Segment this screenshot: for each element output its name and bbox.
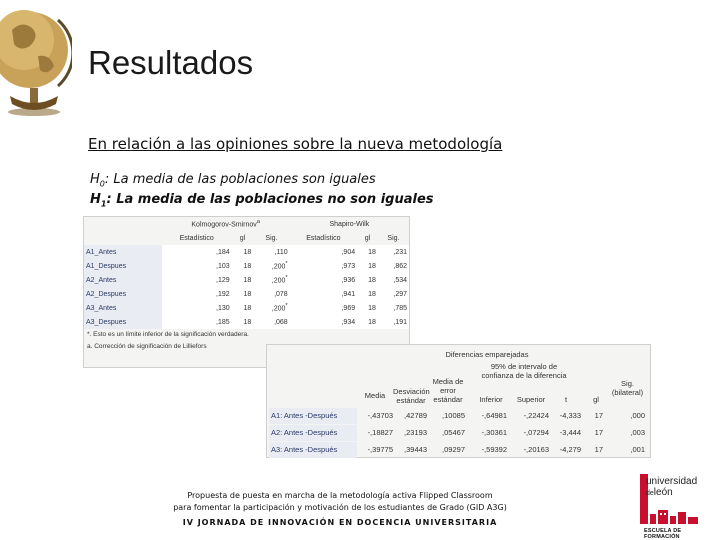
table-cell: ,200* (253, 259, 289, 273)
logo-name (646, 476, 697, 499)
table-row (84, 273, 409, 287)
table-cell: 18 (232, 315, 254, 329)
column-header: Inferior (479, 395, 503, 404)
table-cell: ,09297 (442, 445, 465, 454)
university-logo (640, 474, 718, 538)
table-cell: ,05467 (442, 428, 465, 437)
table-cell: 18 (357, 301, 378, 315)
table-row (84, 301, 409, 315)
column-header: Estadístico (306, 234, 341, 242)
table-cell: 18 (232, 259, 254, 273)
row-label: A1_Antes (84, 245, 162, 259)
h0-text: : La media de las poblaciones son iguales (104, 172, 376, 187)
table-cell: ,39443 (404, 445, 427, 454)
table-cell: 18 (232, 245, 254, 259)
table-cell: ,200* (253, 273, 289, 287)
logo-faculty: ESCUELA DE FORMACIÓN (644, 528, 682, 540)
table-cell: ,231 (378, 245, 409, 259)
row-label: A3_Despues (84, 315, 162, 329)
table-cell: 18 (357, 315, 378, 329)
table-row (84, 245, 409, 259)
table-cell: -,59392 (481, 445, 507, 454)
footer-line-2: para fomentar la participación y motivación de los estudiantes de Grado (GID A3G) (173, 503, 507, 512)
table-cell: -4,279 (559, 445, 581, 454)
table-cell: 18 (357, 245, 378, 259)
table-cell: ,001 (630, 445, 645, 454)
table-cell: ,904 (290, 245, 357, 259)
h1-text: : La media de las poblaciones no son iguales (106, 192, 434, 207)
table-cell: ,10085 (442, 411, 465, 420)
table-cell: 17 (594, 445, 603, 454)
column-header: Sig. (387, 234, 400, 242)
column-header: Sig. (265, 234, 278, 242)
h0-subscript: 0 (99, 179, 105, 189)
logo-name-line-2: deleón (646, 487, 673, 498)
row-label: A3_Antes (84, 301, 162, 315)
table-cell: 18 (232, 273, 254, 287)
column-header: gl (364, 234, 371, 242)
table-cell: 18 (357, 287, 378, 301)
table-cell: 17 (594, 411, 603, 420)
h1-symbol: H (90, 192, 101, 207)
table-row (267, 425, 650, 441)
table-cell: ,078 (253, 287, 289, 301)
table-cell: 18 (357, 273, 378, 287)
footer-caption (150, 490, 530, 514)
table-row (267, 408, 650, 424)
globe-decoration-icon (0, 0, 72, 118)
table-cell: ,534 (378, 273, 409, 287)
table-cell: ,184 (162, 245, 232, 259)
table-cell: -,18827 (367, 428, 393, 437)
confidence-interval-header: 95% de intervalo de confianza de la diferencia (481, 362, 567, 380)
table-cell: ,129 (162, 273, 232, 287)
table-cell: ,200* (253, 301, 289, 315)
table-cell: ,936 (290, 273, 357, 287)
table-cell: 17 (594, 428, 603, 437)
table-cell: ,785 (378, 301, 409, 315)
table-cell: ,862 (378, 259, 409, 273)
shapiro-wilk-header: Shapiro-Wilk (329, 220, 370, 228)
table-cell: ,068 (253, 315, 289, 329)
table-cell: ,000 (630, 411, 645, 420)
column-header: gl (593, 395, 599, 404)
table-cell: 18 (232, 301, 254, 315)
table-cell: ,192 (162, 287, 232, 301)
table-cell: ,42789 (404, 411, 427, 420)
table-cell: -,20163 (523, 445, 549, 454)
table-cell: ,003 (630, 428, 645, 437)
paired-samples-table (266, 344, 651, 458)
table-row (267, 442, 650, 458)
row-label: A2_Antes (84, 273, 162, 287)
table-row (84, 315, 409, 329)
table-cell: ,185 (162, 315, 232, 329)
table-corner (84, 217, 162, 231)
h1-subscript: 1 (100, 199, 107, 209)
paired-differences-header: Diferencias emparejadas (445, 350, 529, 359)
row-label: A2: Antes -Después (269, 425, 357, 441)
footer-line-1: Propuesta de puesta en marcha de la metodología activa Flipped Classroom (187, 491, 493, 500)
table-cell: ,973 (290, 259, 357, 273)
table-cell: -,43703 (367, 411, 393, 420)
row-label: A2_Despues (84, 287, 162, 301)
column-header: Superior (516, 395, 546, 404)
table-cell: ,969 (290, 301, 357, 315)
footer-event-name: IV JORNADA DE INNOVACIÓN EN DOCENCIA UNIVERSITARIA (182, 518, 498, 527)
row-label: A3: Antes -Después (269, 442, 357, 458)
table-cell: -,07294 (523, 428, 549, 437)
table-cell: -,64981 (481, 411, 507, 420)
table-row (84, 287, 409, 301)
slide-title: Resultados (88, 44, 254, 81)
column-header: Desviación estándar (393, 387, 430, 405)
table-footnote: *. Esto es un límite inferior de la significación verdadera. (87, 331, 249, 338)
column-header: gl (239, 234, 246, 242)
column-header: Estadístico (179, 234, 214, 242)
table-cell: ,941 (290, 287, 357, 301)
table-cell: 18 (232, 287, 254, 301)
logo-building-blocks-icon (640, 508, 700, 524)
table-cell: ,297 (378, 287, 409, 301)
table-footnote: a. Corrección de significación de Lilliefors (87, 343, 207, 350)
column-header: Media de error estándar (432, 377, 464, 404)
column-header: Sig. (bilateral) (611, 379, 644, 397)
table-cell: ,103 (162, 259, 232, 273)
kolmogorov-smirnov-header: Kolmogorov-Smirnov$^a$ (191, 219, 260, 229)
table-cell: ,191 (378, 315, 409, 329)
column-header: t (564, 395, 568, 404)
row-label: A1: Antes -Después (269, 408, 357, 424)
table-cell: -,30361 (481, 428, 507, 437)
table-cell: -4,333 (559, 411, 581, 420)
hypothesis-h0 (90, 172, 376, 189)
table-cell: ,934 (290, 315, 357, 329)
table-cell: -3,444 (559, 428, 581, 437)
hypothesis-h1 (90, 192, 434, 209)
logo-name-line-1: universidad (646, 476, 698, 487)
column-header: Media (364, 391, 386, 400)
row-label: A1_Despues (84, 259, 162, 273)
h0-symbol: H (90, 172, 100, 187)
table-cell: ,110 (253, 245, 289, 259)
table-cell: -,22424 (523, 411, 549, 420)
table-corner (84, 231, 162, 245)
table-cell: ,23193 (404, 428, 427, 437)
table-cell: ,130 (162, 301, 232, 315)
table-cell: 18 (357, 259, 378, 273)
table-cell: -,39775 (367, 445, 393, 454)
table-row (84, 259, 409, 273)
slide-subtitle: En relación a las opiniones sobre la nueva metodología (88, 135, 503, 153)
